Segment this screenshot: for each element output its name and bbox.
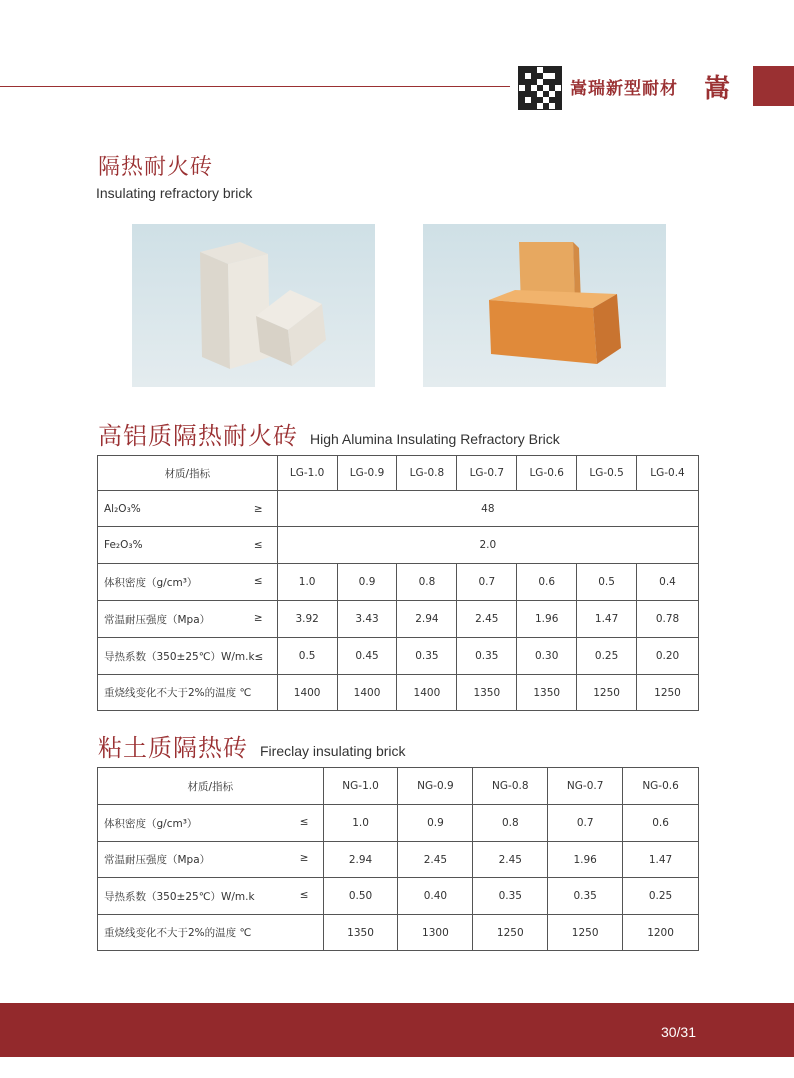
table-cell: 0.30: [517, 638, 577, 675]
row-label: 重烧线变化不大于2%的温度 ℃: [104, 927, 252, 939]
page-number: 30/31: [660, 1024, 696, 1040]
table-cell: 0.25: [577, 638, 637, 675]
table-row: [98, 491, 699, 527]
white-brick-photo: [132, 224, 375, 387]
grade-cell: LG-0.6: [517, 456, 577, 491]
table-cell: 1400: [397, 675, 457, 711]
table-row: [98, 805, 699, 842]
row-label: Fe₂O₃%: [104, 539, 143, 551]
table-cell: 0.20: [637, 638, 699, 675]
table-cell: 0.35: [397, 638, 457, 675]
table-cell: 1400: [337, 675, 397, 711]
fireclay-table: [97, 767, 699, 951]
fireclay-heading: [98, 728, 406, 763]
high-alumina-title-en: High Alumina Insulating Refractory Brick: [310, 431, 560, 447]
table-cell: 2.94: [397, 601, 457, 638]
table-cell: 2.45: [473, 842, 548, 878]
high-alumina-table: [97, 455, 699, 711]
table-cell: 1250: [548, 915, 623, 951]
table-cell: 3.43: [337, 601, 397, 638]
comparator: ≥: [253, 611, 263, 624]
table-cell: 2.45: [398, 842, 473, 878]
table-cell: 0.8: [473, 805, 548, 842]
comparator: ≤: [299, 815, 309, 828]
grade-cell: LG-1.0: [277, 456, 337, 491]
table-cell: 0.5: [577, 564, 637, 601]
row-label: 常温耐压强度（Mpa）: [104, 613, 211, 626]
comparator: ≤: [299, 888, 309, 901]
header-label-cell: 材质/指标: [98, 768, 324, 805]
header-accent-block: [753, 66, 794, 106]
table-row: [98, 638, 699, 675]
grade-cell: NG-1.0: [323, 768, 398, 805]
table-cell: 1.47: [623, 842, 699, 878]
table-cell: 1250: [637, 675, 699, 711]
grade-cell: LG-0.4: [637, 456, 699, 491]
table-row: [98, 878, 699, 915]
header-label-cell: 材质/指标: [98, 456, 278, 491]
table-cell: 0.5: [277, 638, 337, 675]
grade-cell: LG-0.5: [577, 456, 637, 491]
table-cell: 0.6: [623, 805, 699, 842]
table-cell: 0.25: [623, 878, 699, 915]
row-label: 导热系数（350±25℃）W/m.k: [104, 890, 255, 903]
table-cell: 1.0: [277, 564, 337, 601]
table-cell: 0.50: [323, 878, 398, 915]
table-cell: 1250: [577, 675, 637, 711]
table-cell: 0.7: [457, 564, 517, 601]
table-cell: 1300: [398, 915, 473, 951]
grade-cell: LG-0.8: [397, 456, 457, 491]
table-cell: 0.35: [457, 638, 517, 675]
table-cell: 0.40: [398, 878, 473, 915]
table-cell: 0.45: [337, 638, 397, 675]
row-label: Al₂O₃%: [104, 502, 141, 515]
table-cell: 0.9: [337, 564, 397, 601]
table-cell: 0.35: [473, 878, 548, 915]
table-cell: 0.4: [637, 564, 699, 601]
qr-code-icon: [518, 66, 562, 110]
fireclay-title-en: Fireclay insulating brick: [260, 743, 406, 759]
table-cell: 1350: [323, 915, 398, 951]
table-cell: 0.78: [637, 601, 699, 638]
table-header-row: [98, 456, 699, 491]
row-label: 体积密度（g/cm³）: [104, 576, 198, 589]
table-header-row: [98, 768, 699, 805]
grade-cell: NG-0.7: [548, 768, 623, 805]
table-cell: 2.94: [323, 842, 398, 878]
table-cell: 1350: [457, 675, 517, 711]
header-rule: [0, 86, 510, 87]
row-label: 重烧线变化不大于2%的温度 ℃: [104, 687, 252, 699]
comparator: ≤: [253, 539, 263, 551]
table-cell: 1.0: [323, 805, 398, 842]
table-cell: 0.8: [397, 564, 457, 601]
table-cell: 3.92: [277, 601, 337, 638]
table-row: [98, 842, 699, 878]
footer-bar: [0, 1003, 794, 1057]
high-alumina-heading: [98, 416, 560, 451]
table-cell: 2.45: [457, 601, 517, 638]
table-row: [98, 601, 699, 638]
fireclay-title-cn: 粘土质隔热砖: [98, 734, 248, 762]
brand-name: 嵩瑞新型耐材: [570, 79, 678, 99]
grade-cell: NG-0.8: [473, 768, 548, 805]
table-cell: 0.6: [517, 564, 577, 601]
table-cell: 0.7: [548, 805, 623, 842]
table-row: [98, 527, 699, 564]
high-alumina-title-cn: 高铝质隔热耐火砖: [98, 422, 298, 450]
table-row: [98, 675, 699, 711]
table-cell: 0.9: [398, 805, 473, 842]
comparator: ≥: [299, 852, 309, 864]
row-label: 导热系数（350±25℃）W/m.k≤: [104, 650, 264, 663]
table-cell: 1350: [517, 675, 577, 711]
brand-logo: 嵩: [704, 74, 731, 104]
table-row: [98, 564, 699, 601]
table-cell: 1.47: [577, 601, 637, 638]
table-cell: 48: [277, 491, 698, 527]
grade-cell: LG-0.9: [337, 456, 397, 491]
grade-cell: NG-0.6: [623, 768, 699, 805]
table-cell: 1200: [623, 915, 699, 951]
table-cell: 0.35: [548, 878, 623, 915]
page-title-cn: 隔热耐火砖: [98, 155, 214, 180]
table-cell: 2.0: [277, 527, 698, 564]
page-title-en: Insulating refractory brick: [96, 185, 253, 201]
table-cell: 1400: [277, 675, 337, 711]
comparator: ≤: [253, 574, 263, 587]
table-cell: 1250: [473, 915, 548, 951]
row-label: 常温耐压强度（Mpa）: [104, 854, 211, 866]
table-cell: 1.96: [517, 601, 577, 638]
grade-cell: NG-0.9: [398, 768, 473, 805]
grade-cell: LG-0.7: [457, 456, 517, 491]
orange-brick-photo: [423, 224, 666, 387]
comparator: ≥: [253, 502, 263, 515]
table-row: [98, 915, 699, 951]
row-label: 体积密度（g/cm³）: [104, 817, 198, 830]
table-cell: 1.96: [548, 842, 623, 878]
